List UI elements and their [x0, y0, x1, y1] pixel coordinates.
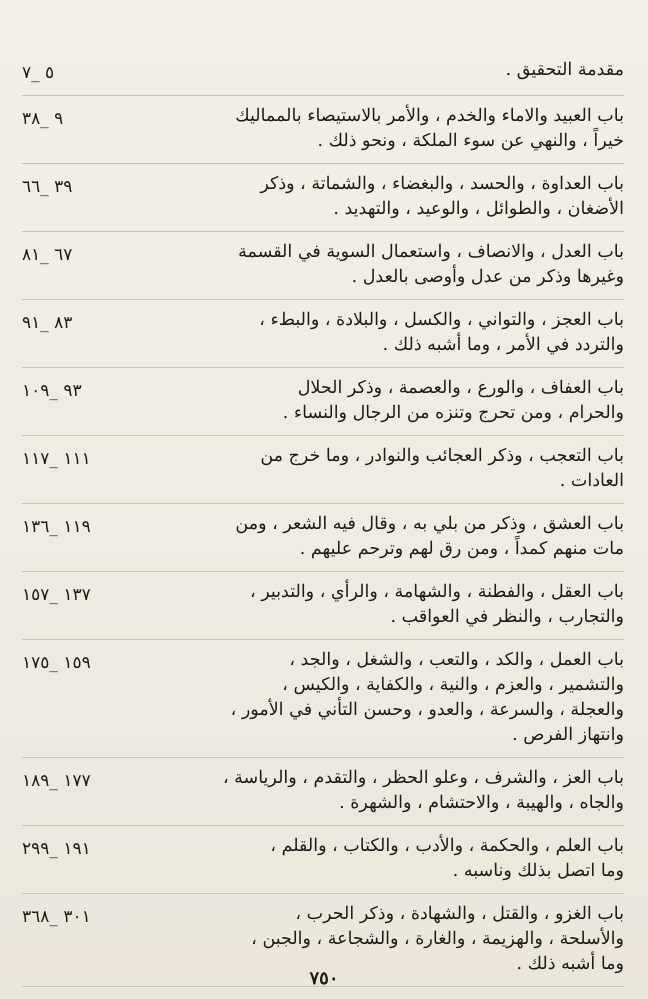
entry-title-line: والحرام ، ومن تحرج وتنزه من الرجال والنساء . — [282, 403, 624, 423]
entry-page-range: ١٣٧ _١٥٧ — [22, 585, 91, 605]
toc-entry — [22, 96, 624, 164]
toc-entry — [22, 436, 624, 504]
entry-title — [118, 512, 624, 562]
entry-title-line: باب العمل ، والكد ، والتعب ، والشغل ، والجد ، — [289, 650, 624, 670]
entry-title-line: مقدمة التحقيق . — [505, 60, 624, 80]
entry-title-line: باب العدل ، والانصاف ، واستعمال السوية في القسمة — [238, 242, 624, 262]
entry-title — [118, 172, 624, 222]
entry-title — [118, 104, 624, 154]
entry-title — [118, 580, 624, 630]
toc-entry — [22, 826, 624, 894]
entry-title-line: العادات . — [559, 471, 624, 491]
toc-entry — [22, 368, 624, 436]
entry-title-line: والجاه ، والهيبة ، والاحتشام ، والشهرة . — [339, 793, 624, 813]
table-of-contents — [22, 52, 624, 987]
entry-title — [118, 376, 624, 426]
entry-title-line: باب العقل ، والفطنة ، والشهامة ، والرأي ، والتدبير ، — [250, 582, 624, 602]
entry-title — [118, 648, 624, 748]
page-number: ٧٥٠ — [309, 968, 339, 989]
entry-title-line: باب العلم ، والحكمة ، والأدب ، والكتاب ، والقلم ، — [270, 836, 624, 856]
toc-entry — [22, 572, 624, 640]
entry-title-line: باب الغزو ، والقتل ، والشهادة ، وذكر الحرب ، — [295, 904, 624, 924]
entry-title-line: وما اتصل بذلك وناسبه . — [452, 861, 624, 881]
entry-title — [118, 444, 624, 494]
entry-title — [118, 58, 624, 83]
entry-title-line: وانتهاز الفرص . — [512, 725, 624, 745]
entry-title-line: باب العبيد والاماء والخدم ، والأمر بالاستيصاء بالمماليك — [235, 106, 624, 126]
entry-page-range: ١٧٧ _١٨٩ — [22, 771, 91, 791]
entry-page-range: ٨٣ _٩١ — [22, 313, 73, 333]
entry-title-line: باب العز ، والشرف ، وعلو الحظر ، والتقدم ، والرياسة ، — [222, 768, 624, 788]
toc-entry — [22, 164, 624, 232]
entry-title-line: والتردد في الأمر ، وما أشبه ذلك . — [382, 335, 624, 355]
toc-entry — [22, 758, 624, 826]
entry-title — [118, 308, 624, 358]
entry-page-range: ٩٣ _١٠٩ — [22, 381, 82, 401]
toc-entry — [22, 640, 624, 758]
entry-page-range: ٩ _٣٨ — [22, 109, 64, 129]
entry-title — [118, 240, 624, 290]
entry-title-line: مات منهم كمداً ، ومن رق لهم وترحم عليهم . — [299, 539, 624, 559]
entry-title-line: والتشمير ، والعزم ، والنية ، والكفاية ، والكيس ، — [282, 675, 624, 695]
toc-entry — [22, 232, 624, 300]
entry-page-range: ٣٩ _٦٦ — [22, 177, 73, 197]
entry-title — [118, 766, 624, 816]
entry-title — [118, 902, 624, 977]
entry-page-range: ٦٧ _٨١ — [22, 245, 73, 265]
toc-entry — [22, 300, 624, 368]
toc-entry — [22, 52, 624, 96]
entry-title-line: وما أشبه ذلك . — [516, 954, 624, 974]
entry-page-range: ١٥٩ _١٧٥ — [22, 653, 91, 673]
entry-title-line: والعجلة ، والسرعة ، والعدو ، وحسن التأني في الأمور ، — [230, 700, 624, 720]
entry-title-line: باب التعجب ، وذكر العجائب والنوادر ، وما خرج من — [260, 446, 624, 466]
entry-page-range: ١١٩ _١٣٦ — [22, 517, 91, 537]
toc-entry — [22, 504, 624, 572]
entry-title-line: خيراً ، والنهي عن سوء الملكة ، ونحو ذلك . — [317, 131, 624, 151]
entry-title-line: والتجارب ، والنظر في العواقب . — [390, 607, 624, 627]
entry-title-line: الأضغان ، والطوائل ، والوعيد ، والتهديد . — [333, 199, 624, 219]
entry-title — [118, 834, 624, 884]
entry-title-line: باب العشق ، وذكر من بلي به ، وقال فيه الشعر ، ومن — [235, 514, 624, 534]
entry-title-line: والأسلحة ، والهزيمة ، والغارة ، والشجاعة ، والجبن ، — [251, 929, 624, 949]
entry-title-line: باب العفاف ، والورع ، والعصمة ، وذكر الحلال — [297, 378, 624, 398]
entry-title-line: باب العداوة ، والحسد ، والبغضاء ، والشماتة ، وذكر — [260, 174, 624, 194]
entry-page-range: ١٩١ _٢٩٩ — [22, 839, 91, 859]
entry-page-range: ٥ _٧ — [22, 63, 55, 83]
entry-page-range: ٣٠١ _٣٦٨ — [22, 907, 91, 927]
entry-title-line: باب العجز ، والتواني ، والكسل ، والبلادة ، والبطء ، — [259, 310, 624, 330]
entry-title-line: وغيرها وذكر من عدل وأوصى بالعدل . — [351, 267, 624, 287]
entry-page-range: ١١١ _١١٧ — [22, 449, 91, 469]
